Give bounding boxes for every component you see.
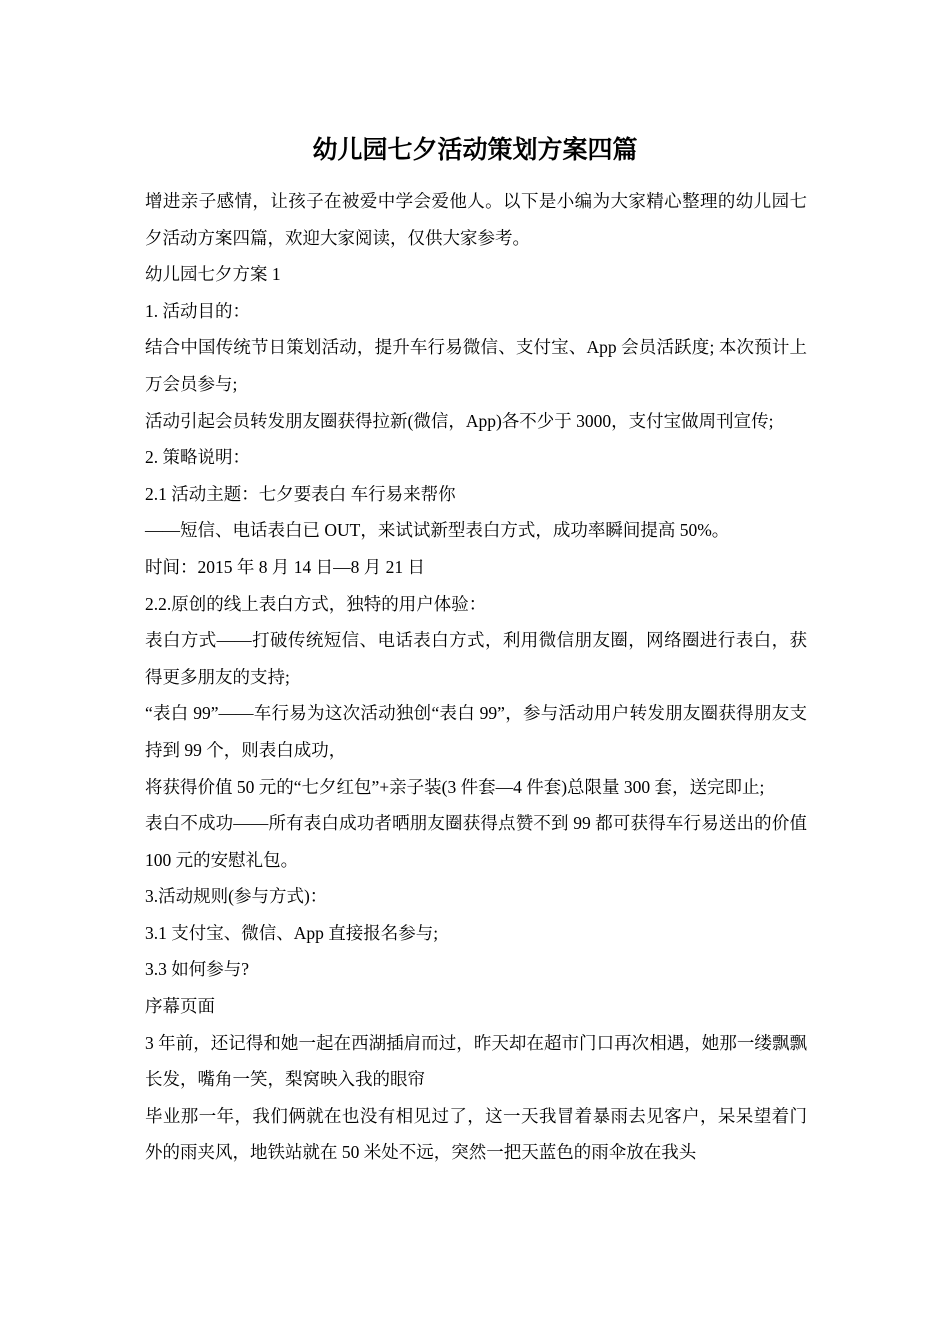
heading-original-method: 2.2.原创的线上表白方式，独特的用户体验：	[145, 593, 487, 614]
paragraph-story-1: 3 年前，还记得和她一起在西湖插肩而过，昨天却在超市门口再次相遇，她那一缕飘飘长发，嘴角一笑，梨窝映入我的眼帘	[145, 1032, 807, 1090]
paragraph-biaobai-99: “表白 99”——车行易为这次活动独创“表白 99”，参与活动用户转发朋友圈获得朋友支持到 99 个，则表白成功，	[145, 703, 807, 760]
paragraph-theme-tagline: ——短信、电话表白已 OUT，来试试新型表白方式，成功率瞬间提高 50%。	[145, 520, 730, 541]
section-heading-plan-1: 幼儿园七夕方案 1	[145, 264, 281, 285]
paragraph-prologue-page: 序幕页面	[145, 996, 215, 1017]
heading-activity-rules: 3.活动规则(参与方式)：	[145, 886, 328, 907]
paragraph-rule-3-1: 3.1 支付宝、微信、App 直接报名参与;	[145, 922, 439, 943]
paragraph-rule-3-3: 3.3 如何参与?	[145, 959, 250, 980]
paragraph-reward: 将获得价值 50 元的“七夕红包”+亲子装(3 件套—4 件套)总限量 300 套，送完即止;	[145, 776, 765, 797]
paragraph-consolation: 表白不成功——所有表白成功者晒朋友圈获得点赞不到 99 都可获得车行易送出的价值 100 元的安慰礼包。	[145, 813, 807, 870]
heading-strategy: 2. 策略说明：	[145, 447, 250, 468]
paragraph-story-2: 毕业那一年，我们俩就在也没有相见过了，这一天我冒着暴雨去见客户，呆呆望着门外的雨夹风，地铁站就在 50 米处不远，突然一把天蓝色的雨伞放在我头	[145, 1105, 807, 1163]
document-title: 幼儿园七夕活动策划方案四篇	[312, 135, 638, 164]
document-body	[145, 183, 807, 1171]
paragraph-theme: 2.1 活动主题：七夕要表白 车行易来帮你	[145, 483, 456, 504]
paragraph-intro: 增进亲子感情，让孩子在被爱中学会爱他人。以下是小编为大家精心整理的幼儿园七夕活动方案四篇，欢迎大家阅读，仅供大家参考。	[145, 191, 807, 248]
paragraph-purpose-2: 活动引起会员转发朋友圈获得拉新(微信，App)各不少于 3000，支付宝做周刊宣传;	[145, 410, 774, 431]
heading-activity-purpose: 1. 活动目的：	[145, 300, 250, 321]
paragraph-time: 时间：2015 年 8 月 14 日—8 月 21 日	[145, 556, 425, 577]
paragraph-method: 表白方式——打破传统短信、电话表白方式，利用微信朋友圈，网络圈进行表白，获得更多朋友的支持;	[145, 630, 807, 687]
paragraph-purpose-1: 结合中国传统节日策划活动，提升车行易微信、支付宝、App 会员活跃度; 本次预计上万会员参与;	[145, 337, 807, 394]
